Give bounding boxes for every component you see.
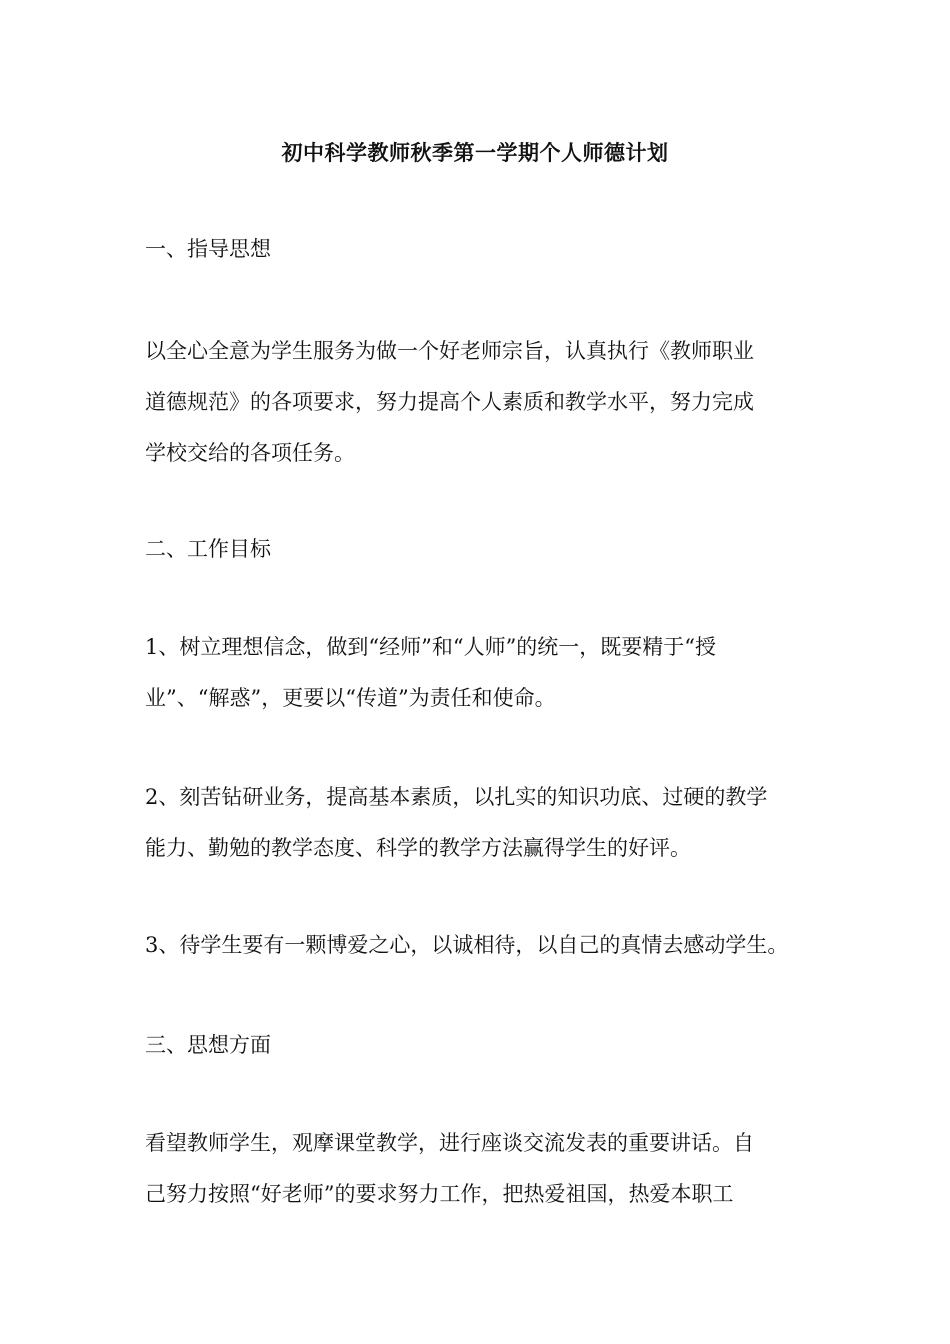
paragraph-line: 能力、勤勉的教学态度、科学的教学方法赢得学生的好评。 [145,836,691,860]
section-heading-guiding-ideology [145,224,825,275]
paragraph-guiding-ideology [145,326,825,479]
paragraph-goal-3 [145,920,825,971]
paragraph-line: 以全心全意为学生服务为做一个好老师宗旨，认真执行《教师职业 [145,339,754,363]
section-heading-ideology-aspect [145,1020,825,1071]
heading-text: 二、工作目标 [145,537,271,561]
paragraph-line: 学校交给的各项任务。 [145,441,355,465]
paragraph-line: 看望教师学生，观摩课堂教学，进行座谈交流发表的重要讲话。自 [145,1131,754,1155]
paragraph-line: 业”、“解惑”，更要以“传道”为责任和使命。 [145,686,556,710]
paragraph-line: 2、刻苦钻研业务，提高基本素质，以扎实的知识功底、过硬的教学 [145,785,768,809]
paragraph-goal-2 [145,772,825,874]
section-heading-work-goals [145,524,825,575]
paragraph-ideology-aspect [145,1118,825,1220]
paragraph-line: 道德规范》的各项要求，努力提高个人素质和教学水平，努力完成 [145,390,754,414]
document-title: 初中科学教师秋季第一学期个人师德计划 [281,141,669,165]
paragraph-line: 己努力按照“好老师”的要求努力工作，把热爱祖国，热爱本职工 [145,1182,734,1206]
paragraph-line: 1、树立理想信念，做到“经师”和“人师”的统一，既要精于“授 [145,635,717,659]
heading-text: 一、指导思想 [145,237,271,261]
paragraph-goal-1 [145,622,825,724]
heading-text: 三、思想方面 [145,1033,271,1057]
paragraph-line: 3、待学生要有一颗博爱之心，以诚相待，以自己的真情去感动学生。 [145,933,789,957]
